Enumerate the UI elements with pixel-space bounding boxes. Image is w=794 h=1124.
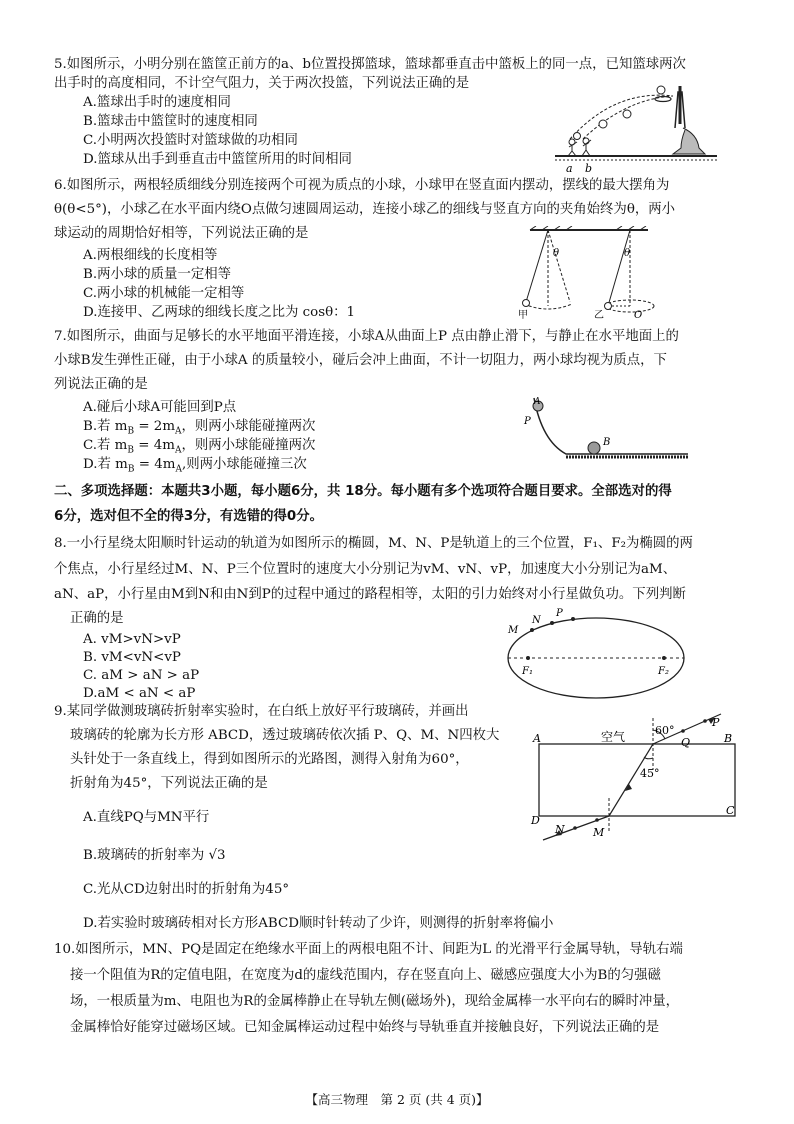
q9-stem-line1: 9.某同学做测玻璃砖折射率实验时，在白纸上放好平行玻璃砖，并画出 bbox=[54, 704, 469, 719]
label-P: P bbox=[712, 716, 720, 729]
q9-option-a: A.直线PQ与MN平行 bbox=[83, 810, 210, 825]
q6-stem-line1: 6.如图所示，两根轻质细线分别连接两个可视为质点的小球，小球甲在竖直面内摆动，摆线的最大摆角为 bbox=[54, 178, 670, 193]
q5-option-a: A.篮球出手时的速度相同 bbox=[83, 95, 231, 110]
label-N: N bbox=[555, 823, 565, 836]
q9-stem-line4: 折射角为45°，下列说法正确的是 bbox=[70, 776, 268, 791]
label-a: a bbox=[566, 162, 573, 175]
q7-stem-line1: 7.如图所示，曲面与足够长的水平地面平滑连接，小球A从曲面上P 点由静止滑下，与静止在水平地面上的 bbox=[54, 329, 679, 344]
q6-option-d: D.连接甲、乙两球的细线长度之比为 cosθ：1 bbox=[83, 305, 356, 320]
label-B: B bbox=[724, 732, 733, 745]
q8-option-c: C. aM > aN > aP bbox=[83, 668, 200, 683]
label-yi: 乙 bbox=[594, 310, 604, 320]
q10-stem-line4: 金属棒恰好能穿过磁场区域。已知金属棒运动过程中始终与导轨垂直并接触良好，下列说法正确的是 bbox=[70, 1020, 660, 1035]
q5-stem-line2: 出手时的高度相同，不计空气阻力，关于两次投篮，下列说法正确的是 bbox=[54, 76, 470, 91]
ellipse-orbit-figure bbox=[500, 606, 700, 706]
label-jia: 甲 bbox=[518, 310, 528, 320]
q9-option-d: D.若实验时玻璃砖相对长方形ABCD顺时针转动了少许，则测得的折射率将偏小 bbox=[83, 916, 554, 931]
label-air: 空气 bbox=[601, 730, 626, 744]
q6-option-a: A.两根细线的长度相等 bbox=[83, 248, 218, 263]
theta-label-yi: θ bbox=[624, 248, 631, 259]
glass-refraction-figure bbox=[525, 712, 750, 842]
label-C: C bbox=[726, 804, 735, 817]
label-b: b bbox=[585, 162, 593, 175]
q8-stem-line2: 个焦点，小行星经过M、N、P三个位置时的速度大小分别记为vM、vN、vP，加速度大小分别记为aM、 bbox=[54, 562, 677, 577]
q8-option-b: B. vM<vN<vP bbox=[83, 650, 181, 665]
label-60deg: 60° bbox=[655, 724, 675, 737]
q9-option-c: C.光从CD边射出时的折射角为45° bbox=[83, 882, 290, 897]
q7-stem-line2: 小球B发生弹性正碰，由于小球A 的质量较小，碰后会冲上曲面，不计一切阻力，两小球均视为质点，下 bbox=[54, 353, 667, 368]
label-D: D bbox=[531, 814, 540, 827]
q6-option-b: B.两小球的质量一定相等 bbox=[83, 267, 232, 282]
q9-stem-line2: 玻璃砖的轮廓为长方形 ABCD，透过玻璃砖依次插 P、Q、M、N四枚大 bbox=[70, 728, 500, 743]
q5-option-c: C.小明两次投篮时对篮球做的功相同 bbox=[83, 133, 298, 148]
section2-heading-line2: 6分，选对但不全的得3分，有选错的得0分。 bbox=[54, 509, 323, 524]
q6-option-c: C.两小球的机械能一定相等 bbox=[83, 286, 245, 301]
label-A-ball: A bbox=[534, 397, 541, 407]
theta-label-jia: θ bbox=[553, 248, 560, 259]
basketball-figure bbox=[555, 84, 725, 176]
label-P: P bbox=[556, 608, 563, 619]
q5-stem-line1: 5.如图所示，小明分别在篮筐正前方的a、b位置投掷篮球，篮球都垂直击中篮板上的同一点，已知篮球两次 bbox=[54, 57, 686, 72]
label-M: M bbox=[508, 625, 519, 636]
q7-stem-line3: 列说法正确的是 bbox=[54, 377, 148, 392]
q8-stem-line1: 8.一小行星绕太阳顺时针运动的轨道为如图所示的椭圆，M、N、P是轨道上的三个位置，F₁、F₂为椭圆的两 bbox=[54, 536, 693, 551]
q8-stem-line3: aN、aP，小行星由M到N和由N到P的过程中通过的路程相等，太阳的引力始终对小行星做负功。下列判断 bbox=[54, 587, 686, 602]
label-Q: Q bbox=[681, 736, 691, 749]
label-P: P bbox=[524, 416, 531, 427]
q6-stem-line3: 球运动的周期恰好相等，下列说法正确的是 bbox=[54, 226, 309, 241]
label-45deg: 45° bbox=[640, 767, 660, 780]
q9-stem-line3: 头针处于一条直线上，得到如图所示的光路图，测得入射角为60°， bbox=[70, 752, 469, 767]
q7-option-a: A.碰后小球A可能回到P点 bbox=[83, 400, 237, 415]
q7-option-c: C.若 $m_B = 4m_A$，则两小球能碰撞两次 bbox=[83, 438, 316, 456]
page-footer: 【高三物理 第 2 页 (共 4 页)】 bbox=[305, 1092, 489, 1107]
label-O: O bbox=[634, 310, 643, 320]
label-B-ball: B bbox=[603, 437, 611, 448]
label-F1: F₁ bbox=[522, 666, 533, 677]
q5-option-d: D.篮球从出手到垂直击中篮筐所用的时间相同 bbox=[83, 152, 352, 167]
q8-option-d: D.aM < aN < aP bbox=[83, 686, 196, 701]
q8-stem-line4: 正确的是 bbox=[70, 611, 124, 626]
curved-surface-figure bbox=[522, 396, 692, 464]
q5-option-b: B.篮球击中篮筐时的速度相同 bbox=[83, 114, 258, 129]
q6-stem-line2: θ(θ<5°)，小球乙在水平面内绕O点做匀速圆周运动，连接小球乙的细线与竖直方向的夹角始终为θ，两小 bbox=[54, 202, 676, 217]
label-A: A bbox=[533, 732, 541, 745]
q10-stem-line2: 接一个阻值为R的定值电阻，在宽度为d的虚线范围内，存在竖直向上、磁感应强度大小为B的匀强磁 bbox=[70, 968, 661, 983]
label-F2: F₂ bbox=[658, 666, 669, 677]
section2-heading-line1: 二、多项选择题：本题共3小题，每小题6分，共 18分。每小题有多个选项符合题目要求。全部选对的得 bbox=[54, 484, 672, 499]
q10-stem-line1: 10.如图所示，MN、PQ是固定在绝缘水平面上的两根电阻不计、间距为L 的光滑平行金属导轨，导轨右端 bbox=[54, 942, 683, 957]
pendulum-figure bbox=[508, 226, 678, 320]
q7-option-b: B.若 $m_B = 2m_A$，则两小球能碰撞两次 bbox=[83, 419, 316, 437]
q8-option-a: A. vM>vN>vP bbox=[83, 632, 181, 647]
label-N: N bbox=[532, 615, 541, 626]
q7-option-d: D.若 $m_B = 4m_A$,则两小球能碰撞三次 bbox=[83, 457, 307, 475]
q9-option-b: B.玻璃砖的折射率为 √3 bbox=[83, 848, 226, 863]
q10-stem-line3: 场，一根质量为m、电阻也为R的金属棒静止在导轨左侧(磁场外)，现给金属棒一水平向右的瞬时冲量， bbox=[70, 994, 680, 1009]
label-M: M bbox=[593, 826, 605, 839]
